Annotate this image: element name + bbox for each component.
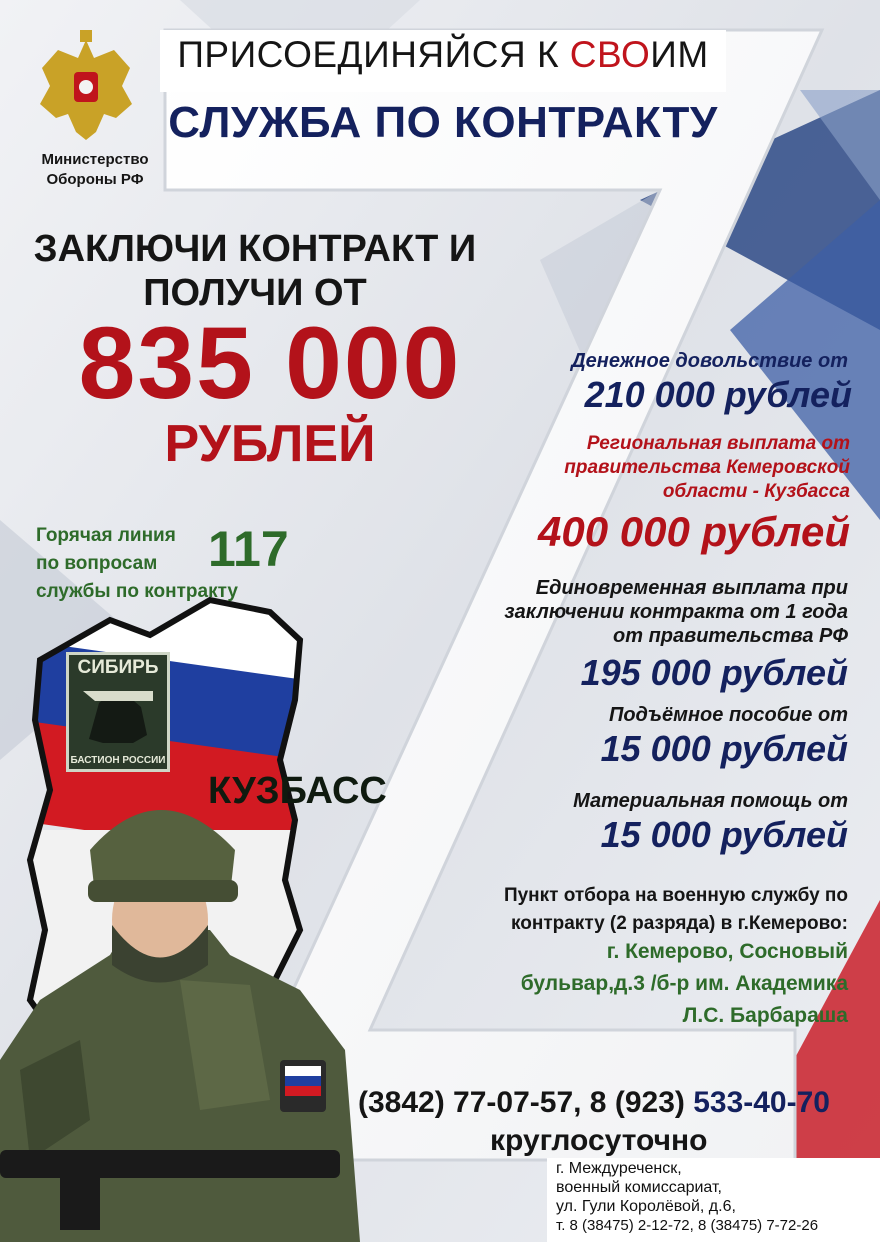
footer-line3: ул. Гули Королёвой, д.6, (556, 1198, 736, 1215)
title-highlight: СВО (569, 34, 651, 75)
recruitment-address3: Л.С. Барбараша (682, 1004, 848, 1027)
federal-line3: от правительства РФ (613, 625, 848, 647)
patch-top-text: СИБИРЬ (77, 657, 159, 678)
offer-line1: ЗАКЛЮЧИ КОНТРАКТ И (33, 228, 477, 270)
hours-label: круглосуточно (490, 1124, 708, 1157)
material-label: Материальная помощь от (573, 790, 848, 812)
recruitment-address2: бульвар,д.3 /б-р им. Академика (520, 972, 848, 995)
federal-line2: заключении контракта от 1 года (504, 601, 848, 623)
hotline-number: 117 (208, 521, 289, 577)
offer-amount: 835 000 (78, 306, 462, 420)
regional-line1: Региональная выплата от (586, 433, 850, 454)
emblem-label-line2: Обороны РФ (46, 171, 144, 188)
phone-highlight: 533-40-70 (693, 1086, 830, 1119)
salary-label: Денежное довольствие от (571, 350, 848, 372)
offer-currency: РУБЛЕЙ (164, 415, 376, 473)
regional-line3: области - Кузбасса (662, 481, 850, 502)
bear-icon (83, 683, 153, 749)
footer-line4: т. 8 (38475) 2-12-72, 8 (38475) 7-72-26 (556, 1217, 819, 1234)
hotline-line2: по вопросам (36, 553, 158, 574)
footer-line2: военный комиссариат, (556, 1179, 722, 1196)
region-label: КУЗБАСС (208, 770, 387, 812)
hotline-line3: службы по контракту (36, 581, 238, 602)
relocation-amount: 15 000 рублей (600, 728, 848, 769)
emblem-label-line1: Министерство (41, 151, 149, 168)
offer-line2: ПОЛУЧИ ОТ (143, 272, 367, 314)
double-headed-eagle-emblem (34, 28, 138, 146)
recruitment-line1: Пункт отбора на военную службу по (503, 885, 848, 906)
recruitment-line2: контракту (2 разряда) в г.Кемерово: (510, 913, 848, 934)
hotline-line1: Горячая линия (36, 525, 176, 546)
page-title: ПРИСОЕДИНЯЙСЯ К СВОИМ (177, 34, 709, 75)
relocation-label: Подъёмное пособие от (608, 704, 848, 726)
regional-amount: 400 000 рублей (538, 508, 850, 555)
page-subtitle: СЛУЖБА ПО КОНТРАКТУ (168, 98, 718, 147)
salary-amount: 210 000 рублей (584, 374, 852, 415)
sibir-patch (66, 652, 170, 772)
material-amount: 15 000 рублей (600, 814, 848, 855)
regional-line2: правительства Кемеровской (564, 457, 850, 478)
footer-line1: г. Междуреченск, (556, 1160, 682, 1177)
federal-amount: 195 000 рублей (580, 652, 848, 693)
recruitment-address1: г. Кемерово, Сосновый (606, 940, 848, 963)
federal-line1: Единовременная выплата при (535, 577, 848, 599)
patch-bottom-text: БАСТИОН РОССИИ (70, 755, 166, 766)
phone-numbers: (3842) 77-07-57, 8 (923) 533-40-70 (358, 1086, 830, 1119)
